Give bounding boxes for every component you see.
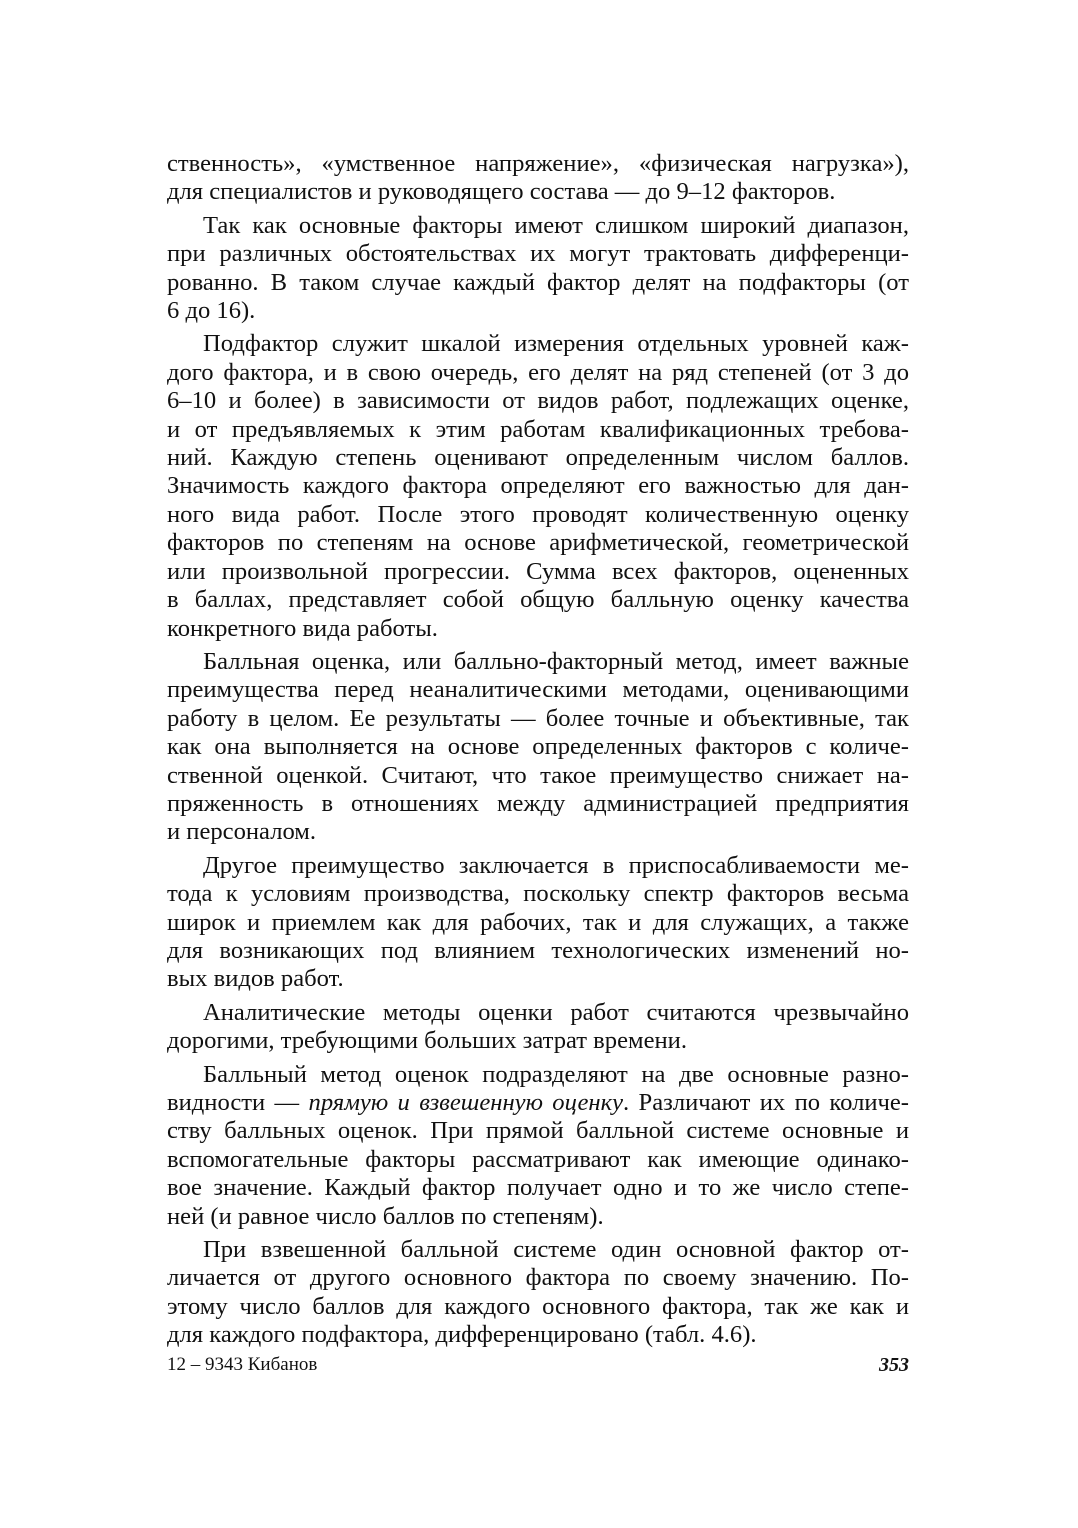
page-footer (167, 1354, 909, 1384)
text-fragment: Балльный метод оценок подразделяют на две основные разно- (203, 1060, 909, 1088)
page-body (167, 150, 909, 1355)
text-line: дорогими, требующими больших затрат времени. (167, 1027, 687, 1055)
text-line (167, 1146, 909, 1174)
emphasis-text: прямую и взвешенную оценку (308, 1089, 624, 1116)
text-line: и персоналом. (167, 818, 317, 846)
paragraph-2 (167, 212, 909, 326)
text-line: рованно. В таком случае каждый фактор делят на подфакторы (от (167, 268, 909, 296)
text-line: для каждого подфактора, дифференцировано (табл. 4.6). (167, 1321, 757, 1349)
text-line (167, 1174, 909, 1202)
text-line: 6–10 и более) в зависимости от видов работ, подлежащих оценке, (167, 387, 909, 415)
text-line: ний. Каждую степень оценивают определенным числом баллов. (167, 444, 909, 472)
page-number: 353 (879, 1354, 909, 1376)
text-line: Подфактор служит шкалой измерения отдельных уровней каж- (203, 330, 909, 358)
text-line (167, 1203, 909, 1231)
text-line: При взвешенной балльной системе один основной фактор от- (203, 1236, 909, 1264)
text-fragment: . Различают их по количе- (623, 1089, 909, 1116)
text-line: личается от другого основного фактора по своему значению. По- (167, 1264, 909, 1292)
paragraph-4 (167, 648, 909, 847)
text-fragment: видности — (167, 1089, 309, 1116)
text-line (167, 1061, 909, 1089)
paragraph-1 (167, 150, 909, 207)
text-line: ного вида работ. После этого проводят количественную оценку (167, 500, 909, 528)
text-line: вых видов работ. (167, 965, 344, 993)
text-line: при различных обстоятельствах их могут трактовать дифференци- (167, 240, 909, 268)
text-line: или произвольной прогрессии. Сумма всех факторов, оцененных (167, 557, 909, 585)
text-line: Балльная оценка, или балльно-факторный метод, имеет важные (203, 647, 909, 675)
text-line: Так как основные факторы имеют слишком широкий диапазон, (203, 211, 909, 239)
text-line (167, 1117, 909, 1145)
text-line: работу в целом. Ее результаты — более точные и объективные, так (167, 704, 909, 732)
text-line: широк и приемлем как для рабочих, так и для служащих, а также (167, 908, 909, 936)
text-line: пряженность в отношениях между администрацией предприятия (167, 789, 909, 817)
text-line: факторов по степеням на основе арифметической, геометрической (167, 529, 909, 557)
text-line: Аналитические методы оценки работ считаются чрезвычайно (203, 998, 909, 1026)
text-line: ственной оценкой. Считают, что такое преимущество снижает на- (167, 761, 909, 789)
text-line: для возникающих под влиянием технологических изменений но- (167, 936, 909, 964)
text-line: ственность», «умственное напряжение», «физическая нагрузка»), (167, 150, 909, 177)
text-line (167, 1089, 909, 1117)
text-line: в баллах, представляет собой общую балльную оценку качества (167, 586, 909, 614)
text-line: тода к условиям производства, поскольку спектр факторов весьма (167, 880, 909, 908)
text-line: конкретного вида работы. (167, 614, 438, 642)
printer-signature: 12 – 9343 Кибанов (167, 1354, 318, 1375)
text-fragment: ству балльных оценок. При прямой балльной системе основные и (167, 1117, 909, 1145)
text-line: 6 до 16). (167, 297, 256, 325)
text-line: Другое преимущество заключается в приспосабливаемости ме- (203, 851, 909, 879)
text-line: преимущества перед неаналитическими методами, оценивающими (167, 676, 909, 704)
text-line: этому число баллов для каждого основного фактора, так же как и (167, 1292, 909, 1320)
text-fragment: вое значение. Каждый фактор получает одно и то же число степе- (167, 1174, 909, 1202)
text-line: Значимость каждого фактора определяют его важностью для дан- (167, 472, 909, 500)
text-fragment: вспомогательные факторы рассматривают как имеющие одинако- (167, 1145, 909, 1173)
text-fragment: ней (и равное число баллов по степеням). (167, 1202, 604, 1230)
paragraph-8 (167, 1236, 909, 1350)
text-line: и от предъявляемых к этим работам квалификационных требова- (167, 415, 909, 443)
paragraph-6 (167, 999, 909, 1056)
paragraph-7 (167, 1061, 909, 1231)
paragraph-3 (167, 330, 909, 642)
paragraph-5 (167, 852, 909, 994)
text-line: как она выполняется на основе определенных факторов с количе- (167, 733, 909, 761)
text-line: для специалистов и руководящего состава — до 9–12 факторов. (167, 178, 836, 206)
text-line: дого фактора, и в свою очередь, его делят на ряд степеней (от 3 до (167, 358, 909, 386)
